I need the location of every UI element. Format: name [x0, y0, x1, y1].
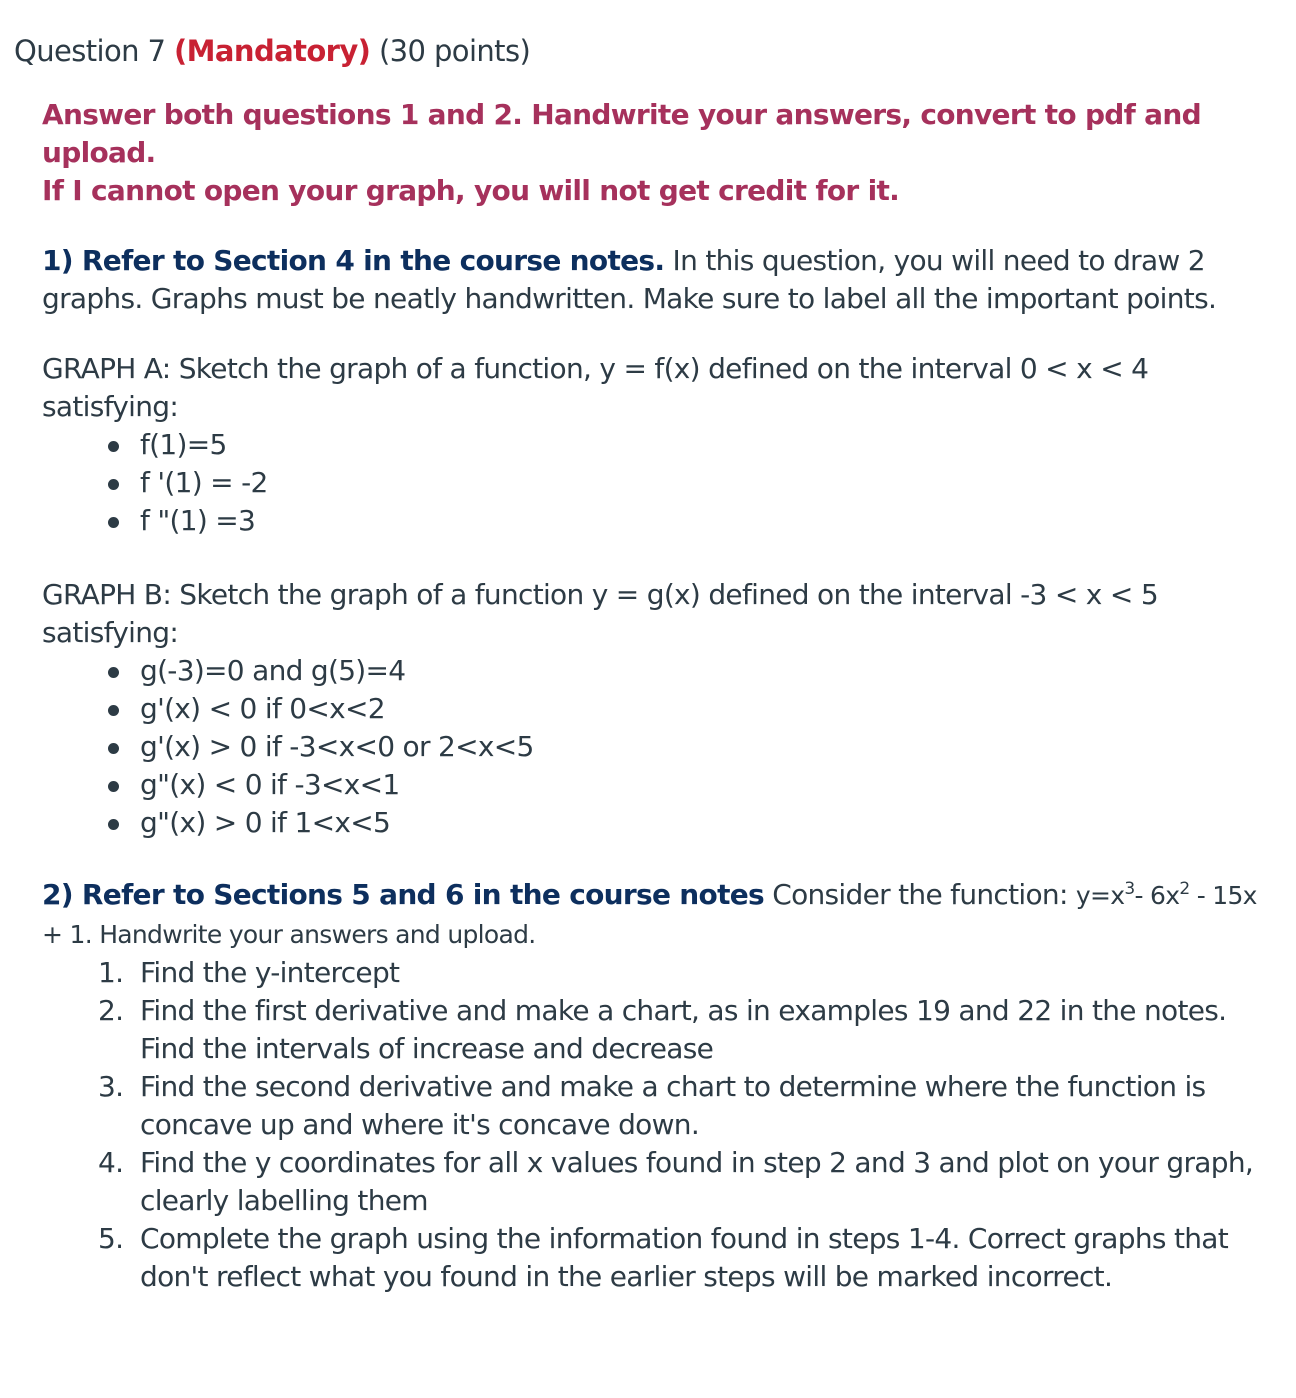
- step-text: Find the first derivative and make a chart, as in examples 19 and 22 in the notes. Find the intervals of increase and decrease: [140, 994, 1227, 1065]
- list-item: [98, 954, 1282, 992]
- part-2-text: Consider the function:: [764, 878, 1076, 911]
- function-part-a: y=x: [1075, 881, 1125, 910]
- step-text: Find the second derivative and make a chart to determine where the function is concave up and where it's concave down.: [140, 1070, 1206, 1141]
- step-number: 5.: [98, 1222, 124, 1255]
- question-body: [42, 96, 1282, 1296]
- graph-b-conditions: [42, 652, 1282, 842]
- function-part-c: - 15x + 1. Handwrite your answers and upload.: [42, 881, 1257, 949]
- graph-a-conditions: [42, 426, 1282, 540]
- question-title: Question 7: [14, 34, 166, 68]
- graph-b-intro: GRAPH B: Sketch the graph of a function y = g(x) defined on the interval -3 < x < 5 satisfying:: [42, 578, 1158, 649]
- instructions-line-2: If I cannot open your graph, you will not get credit for it.: [42, 174, 900, 207]
- part-1-heading: 1) Refer to Section 4 in the course notes.: [42, 244, 665, 277]
- step-number: 2.: [98, 994, 124, 1027]
- function-exponent-2: 2: [1179, 879, 1190, 899]
- list-item: [98, 1220, 1282, 1296]
- part-1-intro: [42, 242, 1282, 318]
- part-2-heading: 2) Refer to Sections 5 and 6 in the course notes: [42, 878, 765, 911]
- list-item: [98, 992, 1282, 1068]
- function-exponent-1: 3: [1124, 879, 1135, 899]
- list-item: g'(x) > 0 if -3<x<0 or 2<x<5: [98, 728, 1282, 766]
- instructions-line-1: Answer both questions 1 and 2. Handwrite your answers, convert to pdf and upload.: [42, 98, 1201, 169]
- part-2-steps: [42, 954, 1282, 1296]
- step-text: Find the y-intercept: [140, 956, 400, 989]
- mandatory-label: (Mandatory): [174, 34, 371, 68]
- part-2-intro: [42, 876, 1282, 954]
- instructions: [42, 96, 1282, 210]
- step-number: 3.: [98, 1070, 124, 1103]
- points-label: (30 points): [378, 34, 531, 68]
- list-item: [98, 1144, 1282, 1220]
- step-number: 1.: [98, 956, 124, 989]
- step-text: Complete the graph using the information found in steps 1-4. Correct graphs that don't reflect what you found in the earlier steps will be marked incorrect.: [140, 1222, 1229, 1293]
- step-number: 4.: [98, 1146, 124, 1179]
- step-text: Find the y coordinates for all x values found in step 2 and 3 and plot on your graph, clearly labelling them: [140, 1146, 1254, 1217]
- part-1-text: In this question, you will need to draw 2 graphs. Graphs must be neatly handwritten. Make sure to label all the important points.: [42, 244, 1217, 315]
- list-item: f '(1) = -2: [98, 464, 1282, 502]
- list-item: g'(x) < 0 if 0<x<2: [98, 690, 1282, 728]
- question-header: [14, 34, 530, 68]
- list-item: f "(1) =3: [98, 502, 1282, 540]
- list-item: f(1)=5: [98, 426, 1282, 464]
- list-item: g"(x) > 0 if 1<x<5: [98, 804, 1282, 842]
- list-item: [98, 1068, 1282, 1144]
- graph-a-intro: GRAPH A: Sketch the graph of a function, y = f(x) defined on the interval 0 < x < 4 satisfying:: [42, 352, 1149, 423]
- list-item: g"(x) < 0 if -3<x<1: [98, 766, 1282, 804]
- list-item: g(-3)=0 and g(5)=4: [98, 652, 1282, 690]
- function-part-b: - 6x: [1134, 881, 1180, 910]
